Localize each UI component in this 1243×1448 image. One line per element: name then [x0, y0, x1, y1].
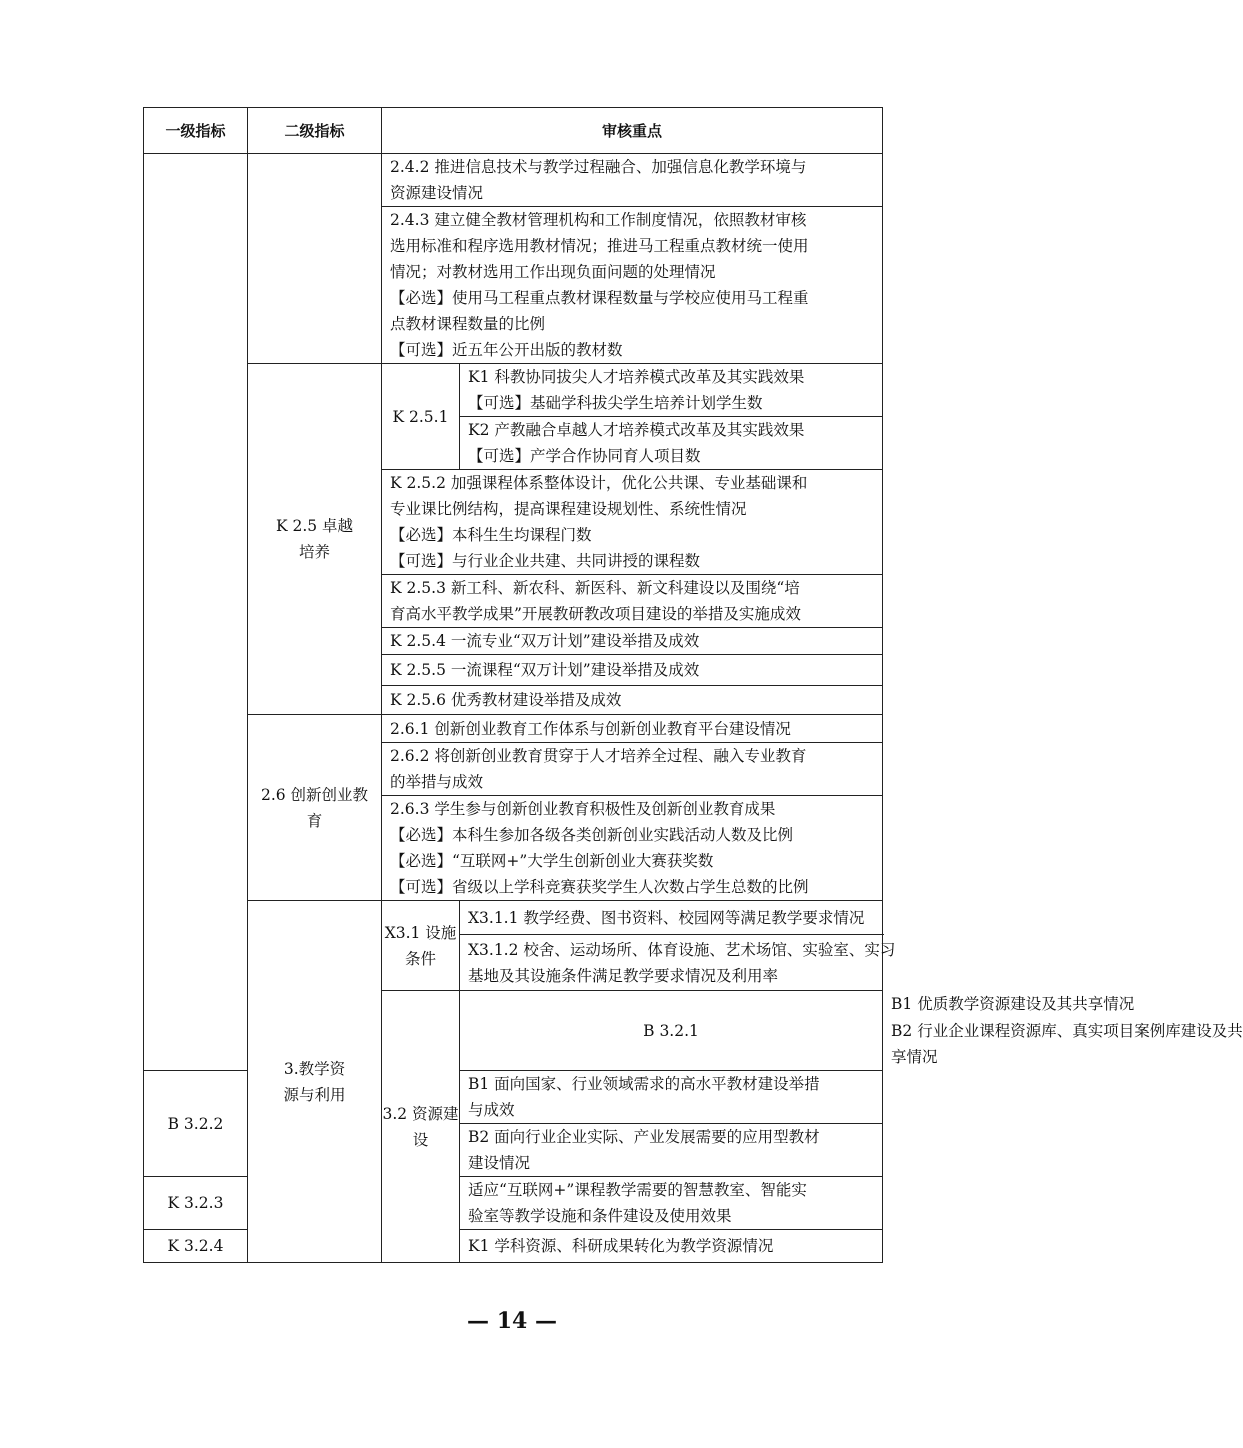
table-row: [144, 364, 883, 417]
table-row: [144, 154, 883, 207]
item-k2-5-3: K 2.5.3 新工科、新农科、新医科、新文科建设以及围绕“培 育高水平教学成果”开展教研教改项目建设的举措及实施成效: [382, 575, 883, 628]
item-k2-5-5: K 2.5.5 一流课程“双万计划”建设举措及成效: [382, 655, 883, 686]
table-row: B2 行业企业课程资源库、真实项目案例库建设及共 享情况: [891, 1022, 1243, 1066]
level2-2-6: 2.6 创新创业教 育: [248, 715, 382, 901]
item-2-6-2: 2.6.2 将创新创业教育贯穿于人才培养全过程、融入专业教育 的举措与成效: [382, 743, 883, 796]
code-b3-2-2: B 3.2.2: [144, 1071, 248, 1177]
table-row: [144, 901, 883, 935]
item-k3-2-3: 适应“互联网+”课程教学需要的智慧教室、智能实 验室等教学设施和条件建设及使用效果: [460, 1177, 883, 1230]
review-table: [143, 107, 1243, 1263]
code-k3-2-4: K 3.2.4: [144, 1230, 248, 1263]
item-2-4-3: 2.4.3 建立健全教材管理机构和工作制度情况，依照教材审核 选用标准和程序选用教材情况；推进马工程重点教材统一使用 情况；对教材选用工作出现负面问题的处理情况 【必选】使用马工程重点教材课程数量与学校应使用马工程重 点教材课程数量的比例 【可选】近五年公开出版的教材数: [382, 207, 883, 364]
item-k2-5-6: K 2.5.6 优秀教材建设举措及成效: [382, 686, 883, 715]
level2-x3-1: X3.1 设施 条件: [382, 901, 460, 991]
code-k3-2-3: K 3.2.3: [144, 1177, 248, 1230]
level2-cell-continued: [248, 154, 382, 364]
table-row: 3.2 资源建设 B 3.2.1 B1 优质教学资源建设及其共享情况: [144, 991, 883, 1018]
code-b3-2-1: B 3.2.1: [460, 991, 883, 1071]
item-2-6-1: 2.6.1 创新创业教育工作体系与创新创业教育平台建设情况: [382, 715, 883, 743]
item-k3-2-4: K1 学科资源、科研成果转化为教学资源情况: [460, 1230, 883, 1263]
item-k2-5-2: K 2.5.2 加强课程体系整体设计，优化公共课、专业基础课和 专业课比例结构，提高课程建设规划性、系统性情况 【必选】本科生生均课程门数 【可选】与行业企业共建、共同讲授的课程数: [382, 470, 883, 575]
page-number: — 14 —: [467, 1308, 557, 1334]
header-row: [144, 108, 883, 154]
item-k2-5-4: K 2.5.4 一流专业“双万计划”建设举措及成效: [382, 628, 883, 655]
code-k2-5-1: K 2.5.1: [382, 364, 460, 470]
item-k2-5-1-k1: K1 科教协同拔尖人才培养模式改革及其实践效果 【可选】基础学科拔尖学生培养计划学生数: [460, 364, 883, 417]
item-2-6-3: 2.6.3 学生参与创新创业教育积极性及创新创业教育成果 【必选】本科生参加各级各类创新创业实践活动人数及比例 【必选】“互联网+”大学生创新创业大赛获奖数 【可选】省级以上学科竞赛获奖学生人次数占学生总数的比例: [382, 796, 883, 901]
item-2-4-2: 2.4.2 推进信息技术与教学过程融合、加强信息化教学环境与 资源建设情况: [382, 154, 883, 207]
item-b3-2-2-b2: B2 面向行业企业实际、产业发展需要的应用型教材 建设情况: [460, 1124, 883, 1177]
item-x3-1-1: X3.1.1 教学经费、图书资料、校园网等满足教学要求情况: [460, 901, 883, 935]
level1-cell-continued: [144, 154, 248, 1071]
item-k2-5-1-k2: K2 产教融合卓越人才培养模式改革及其实践效果 【可选】产学合作协同育人项目数: [460, 417, 883, 470]
item-b3-2-2-b1: B1 面向国家、行业领域需求的高水平教材建设举措 与成效: [460, 1071, 883, 1124]
table-row: [144, 715, 883, 743]
level2-3-2: 3.2 资源建设: [382, 991, 460, 1263]
header-focus: 审核重点: [382, 108, 883, 154]
item-x3-1-2: X3.1.2 校舍、运动场所、体育设施、艺术场馆、实验室、实习 基地及其设施条件满足教学要求情况及利用率: [460, 935, 883, 991]
level2-k2-5: K 2.5 卓越 培养: [248, 364, 382, 715]
header-level1: 一级指标: [144, 108, 248, 154]
header-level2: 二级指标: [248, 108, 382, 154]
level1-3: 3.教学资 源与利用: [248, 901, 382, 1263]
